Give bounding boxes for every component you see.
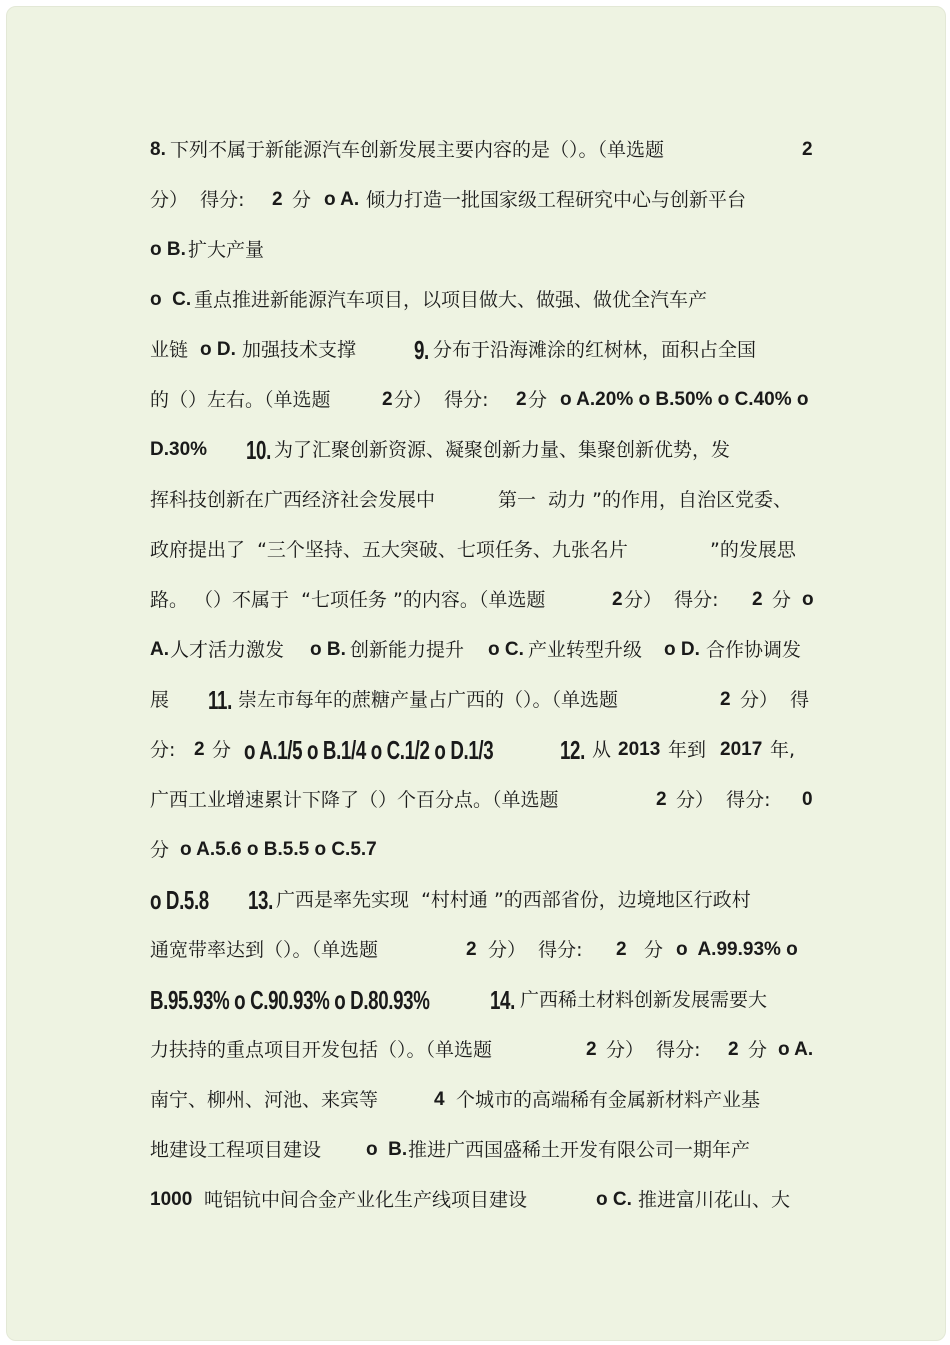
text-segment: 2	[728, 1039, 739, 1060]
text-segment: 分） 得分:	[488, 939, 583, 961]
text-segment: 力扶持的重点项目开发包括（）。（单选题	[150, 1039, 493, 1061]
text-segment: 倾力打造一批国家级工程研究中心与创新平台	[366, 189, 747, 211]
text-line	[150, 632, 850, 682]
text-line	[150, 1182, 850, 1232]
text-line	[150, 832, 850, 882]
text-segment: o A.5.6 o B.5.5 o C.5.7	[180, 839, 377, 860]
text-segment: o D.	[200, 339, 236, 360]
text-segment: o B.	[366, 1139, 408, 1160]
text-segment: 业链	[150, 339, 189, 361]
text-segment: 分	[212, 739, 232, 761]
text-segment: 第一 动力 ”的作用，自治区党委、	[498, 489, 792, 511]
text-segment: 创新能力提升	[350, 639, 465, 661]
text-line	[150, 1082, 850, 1132]
text-segment: 2	[382, 389, 393, 410]
text-segment: 年,	[770, 739, 796, 761]
text-segment: 2013	[618, 739, 661, 760]
text-segment: 分	[748, 1039, 768, 1061]
text-segment: o A.1/5 o B.1/4 o C.1/2 o D.1/3	[244, 735, 494, 765]
text-segment: 4	[434, 1089, 445, 1110]
text-segment: 广西工业增速累计下降了（）个百分点。（单选题	[150, 789, 559, 811]
text-segment: 2	[612, 589, 623, 610]
text-segment: 14.	[490, 985, 515, 1015]
text-segment: 展	[150, 689, 170, 711]
text-segment: 路。 （）不属于 “七项任务 ”的内容。（单选题	[150, 589, 546, 611]
text-segment: 2	[466, 939, 477, 960]
text-segment: 下列不属于新能源汽车创新发展主要内容的是（）。（单选题	[170, 139, 665, 161]
text-segment: 的（）左右。（单选题	[150, 389, 331, 411]
text-segment: B.95.93% o C.90.93% o D.80.93%	[150, 985, 430, 1015]
text-segment: 2	[720, 689, 731, 710]
text-segment: 年到	[668, 739, 707, 761]
text-segment: D.30%	[150, 439, 208, 460]
text-segment: 分） 得	[740, 689, 810, 711]
text-line	[150, 932, 850, 982]
text-segment: o D.5.8	[150, 885, 209, 915]
text-segment: 扩大产量	[188, 239, 265, 261]
text-segment: 合作协调发	[706, 639, 802, 661]
text-segment: 分布于沿海滩涂的红树林，面积占全国	[433, 339, 757, 361]
text-segment: 广西是率先实现 “村村通 ”的西部省份，边境地区行政村	[276, 889, 751, 911]
text-segment: 2	[586, 1039, 597, 1060]
text-segment: 分	[772, 589, 792, 611]
text-segment: 重点推进新能源汽车项目，以项目做大、做强、做优全汽车产	[194, 289, 708, 311]
text-segment: 崇左市每年的蔗糖产量占广西的（）。（单选题	[238, 689, 619, 711]
text-segment: 加强技术支撑	[242, 339, 357, 361]
text-line	[150, 382, 850, 432]
text-line	[150, 482, 850, 532]
text-line	[150, 182, 850, 232]
text-segment: 推进广西国盛稀土开发有限公司一期年产	[408, 1139, 751, 1161]
text-segment: 分	[150, 839, 170, 861]
text-segment: o A.	[324, 189, 360, 210]
text-segment: 吨铝钪中间合金产业化生产线项目建设	[204, 1189, 528, 1211]
text-segment: 分） 得分:	[150, 189, 245, 211]
text-segment: o B.	[150, 239, 186, 260]
text-line	[150, 582, 850, 632]
text-line	[150, 232, 850, 282]
text-segment: 为了汇聚创新资源、凝聚创新力量、集聚创新优势，发	[274, 439, 731, 461]
text-segment: o B.	[310, 639, 346, 660]
text-line	[150, 882, 850, 932]
text-segment: 2	[272, 189, 283, 210]
text-segment: o D.	[664, 639, 700, 660]
text-line	[150, 982, 850, 1032]
text-segment: 9.	[414, 335, 429, 365]
text-segment: 2	[194, 739, 205, 760]
text-segment: 地建设工程项目建设	[150, 1139, 322, 1161]
text-segment: 2	[656, 789, 667, 810]
text-segment: 政府提出了 “三个坚持、五大突破、七项任务、九张名片	[150, 539, 628, 561]
text-segment: 通宽带率达到（）。（单选题	[150, 939, 379, 961]
text-segment: 挥科技创新在广西经济社会发展中	[150, 489, 436, 511]
text-segment: 南宁、柳州、河池、来宾等	[150, 1089, 379, 1111]
text-segment: 分	[292, 189, 312, 211]
text-segment: 2	[616, 939, 627, 960]
text-line	[150, 1032, 850, 1082]
text-line	[150, 682, 850, 732]
text-segment: 2	[752, 589, 763, 610]
text-segment: 11.	[208, 685, 232, 715]
text-segment: 分） 得分:	[394, 389, 489, 411]
document-body	[150, 132, 850, 1232]
text-segment: 推进富川花山、大	[638, 1189, 791, 1211]
text-segment: ”的发展思	[710, 539, 796, 561]
text-line	[150, 732, 850, 782]
text-segment: 产业转型升级	[528, 639, 643, 661]
text-segment: 分	[644, 939, 664, 961]
text-segment: 人才活力激发	[170, 639, 285, 661]
text-segment: 8.	[150, 139, 166, 160]
text-segment: 分） 得分:	[624, 589, 719, 611]
text-segment: 12.	[560, 735, 585, 765]
text-segment: o A.20% o B.50% o C.40% o	[560, 389, 809, 410]
text-segment: o C.	[596, 1189, 632, 1210]
text-segment: 2017	[720, 739, 763, 760]
text-segment: 广西稀土材料创新发展需要大	[520, 989, 768, 1011]
text-line	[150, 282, 850, 332]
text-segment: 2	[516, 389, 527, 410]
text-line	[150, 432, 850, 482]
text-line	[150, 532, 850, 582]
text-segment: o C.	[488, 639, 524, 660]
document-page	[6, 6, 946, 1341]
text-segment: o A.	[778, 1039, 814, 1060]
text-segment: 分） 得分:	[676, 789, 771, 811]
text-segment: 13.	[248, 885, 273, 915]
text-line	[150, 332, 850, 382]
text-segment: 个城市的高端稀有金属新材料产业基	[456, 1089, 761, 1111]
text-segment: 2	[802, 139, 813, 160]
text-segment: 分） 得分:	[606, 1039, 701, 1061]
text-segment: o A.99.93% o	[676, 939, 798, 960]
text-line	[150, 1132, 850, 1182]
text-segment: o C.	[150, 289, 192, 310]
text-segment: A.	[150, 639, 169, 660]
text-line	[150, 782, 850, 832]
text-segment: 从	[592, 739, 612, 761]
text-segment: o	[802, 589, 814, 610]
text-segment: 0	[802, 789, 813, 810]
text-segment: 分:	[150, 739, 176, 761]
text-segment: 分	[528, 389, 548, 411]
text-segment: 1000	[150, 1189, 193, 1210]
text-line	[150, 132, 850, 182]
text-segment: 10.	[246, 435, 271, 465]
